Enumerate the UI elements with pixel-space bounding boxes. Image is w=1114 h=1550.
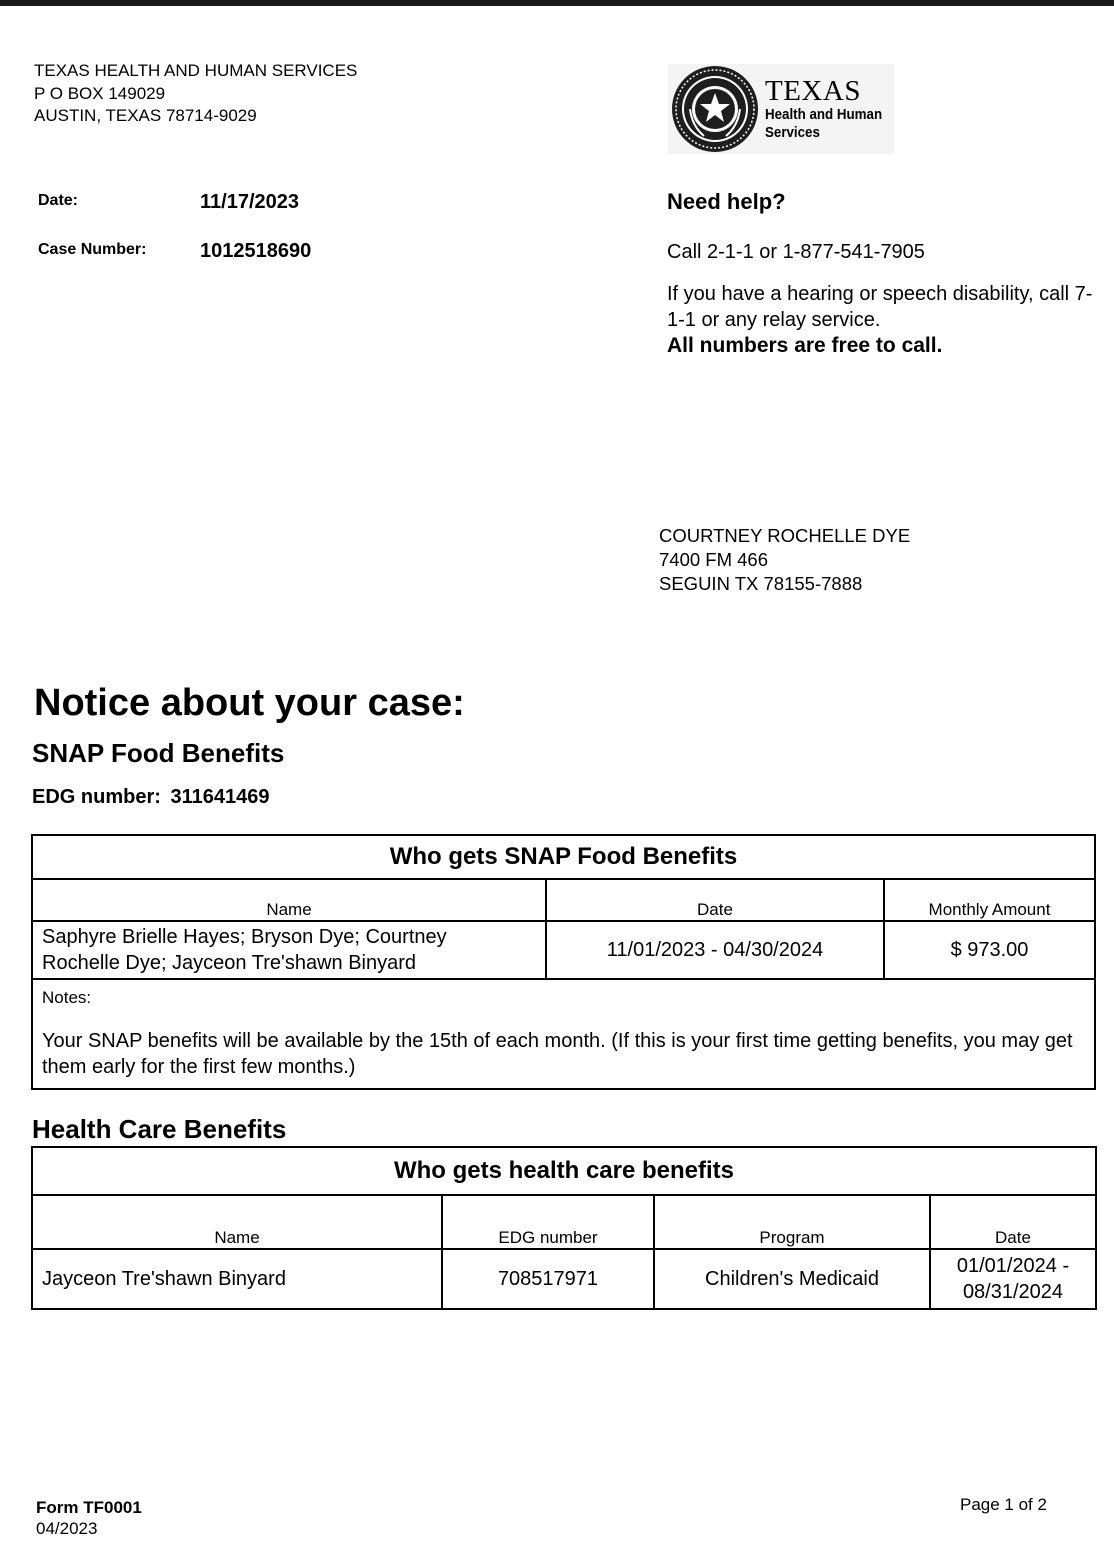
logo-subtitle-line-2: Services (765, 125, 820, 141)
case-number-value: 1012518690 (200, 240, 312, 262)
snap-header-amount: Monthly Amount (884, 879, 1095, 921)
sender-address (34, 60, 357, 128)
help-title: Need help? (667, 189, 786, 214)
sender-line-3: AUSTIN, TEXAS 78714-9029 (34, 106, 257, 125)
help-relay-info (667, 281, 1097, 359)
page-number: Page 1 of 2 (960, 1495, 1047, 1514)
case-number-label: Case Number: (38, 241, 147, 258)
snap-benefits-table (31, 834, 1096, 1090)
health-header-program: Program (654, 1195, 930, 1249)
sender-line-1: TEXAS HEALTH AND HUMAN SERVICES (34, 61, 358, 80)
recipient-street: 7400 FM 466 (659, 549, 769, 570)
snap-notes-cell (32, 979, 1095, 1089)
notice-title: Notice about your case: (34, 682, 465, 724)
table-row (32, 921, 1095, 979)
health-program-cell: Children's Medicaid (654, 1249, 930, 1309)
snap-date-cell: 11/01/2023 - 04/30/2024 (546, 921, 884, 979)
recipient-address (659, 524, 910, 596)
form-identifier (36, 1497, 142, 1539)
health-table-caption: Who gets health care benefits (32, 1147, 1096, 1195)
help-call-numbers: Call 2-1-1 or 1-877-541-7905 (667, 241, 925, 263)
snap-recipients-line-2: Rochelle Dye; Jayceon Tre'shawn Binyard (42, 952, 417, 974)
health-date-line-2: 08/31/2024 (962, 1281, 1064, 1303)
snap-notes-label: Notes: (42, 988, 92, 1007)
form-date: 04/2023 (36, 1519, 98, 1538)
snap-notes-text: Your SNAP benefits will be available by the 15th of each month. (If this is your first time getting benefits, you may get them early for the first few months.) (42, 1030, 1073, 1078)
edg-number-value: 311641469 (170, 786, 270, 808)
recipient-city: SEGUIN TX 78155-7888 (659, 573, 863, 594)
top-border-bar (0, 0, 1114, 6)
snap-recipients-cell (32, 921, 546, 979)
health-date-cell (930, 1249, 1096, 1309)
health-header-edg: EDG number (442, 1195, 654, 1249)
help-free-call: All numbers are free to call. (667, 334, 943, 357)
snap-header-name: Name (32, 879, 546, 921)
logo-subtitle-line-1: Health and Human (765, 107, 883, 123)
health-header-name: Name (32, 1195, 442, 1249)
logo-title: TEXAS (765, 75, 861, 107)
date-value: 11/17/2023 (200, 191, 299, 213)
health-date-line-1: 01/01/2024 - (956, 1255, 1070, 1277)
snap-header-date: Date (546, 879, 884, 921)
snap-program-title: SNAP Food Benefits (32, 738, 285, 768)
snap-recipients-line-1: Saphyre Brielle Hayes; Bryson Dye; Courtney (42, 926, 447, 948)
table-row (32, 1249, 1096, 1309)
health-edg-cell: 708517971 (442, 1249, 654, 1309)
logo-text (765, 76, 892, 142)
snap-amount-cell: $ 973.00 (884, 921, 1095, 979)
date-label: Date: (38, 192, 79, 209)
state-seal-icon (672, 66, 758, 152)
snap-table-caption: Who gets SNAP Food Benefits (32, 835, 1095, 879)
edg-number-label: EDG number: (32, 786, 161, 808)
form-number: Form TF0001 (36, 1498, 142, 1517)
health-benefits-table (31, 1146, 1097, 1310)
health-header-date: Date (930, 1195, 1096, 1249)
recipient-name: COURTNEY ROCHELLE DYE (659, 525, 911, 546)
edg-number-line (32, 786, 269, 809)
sender-line-2: P O BOX 149029 (34, 83, 166, 103)
health-name-cell: Jayceon Tre'shawn Binyard (32, 1249, 442, 1309)
health-care-title: Health Care Benefits (32, 1114, 287, 1144)
help-relay-text: If you have a hearing or speech disability, call 7-1-1 or any relay service. (667, 283, 1093, 331)
